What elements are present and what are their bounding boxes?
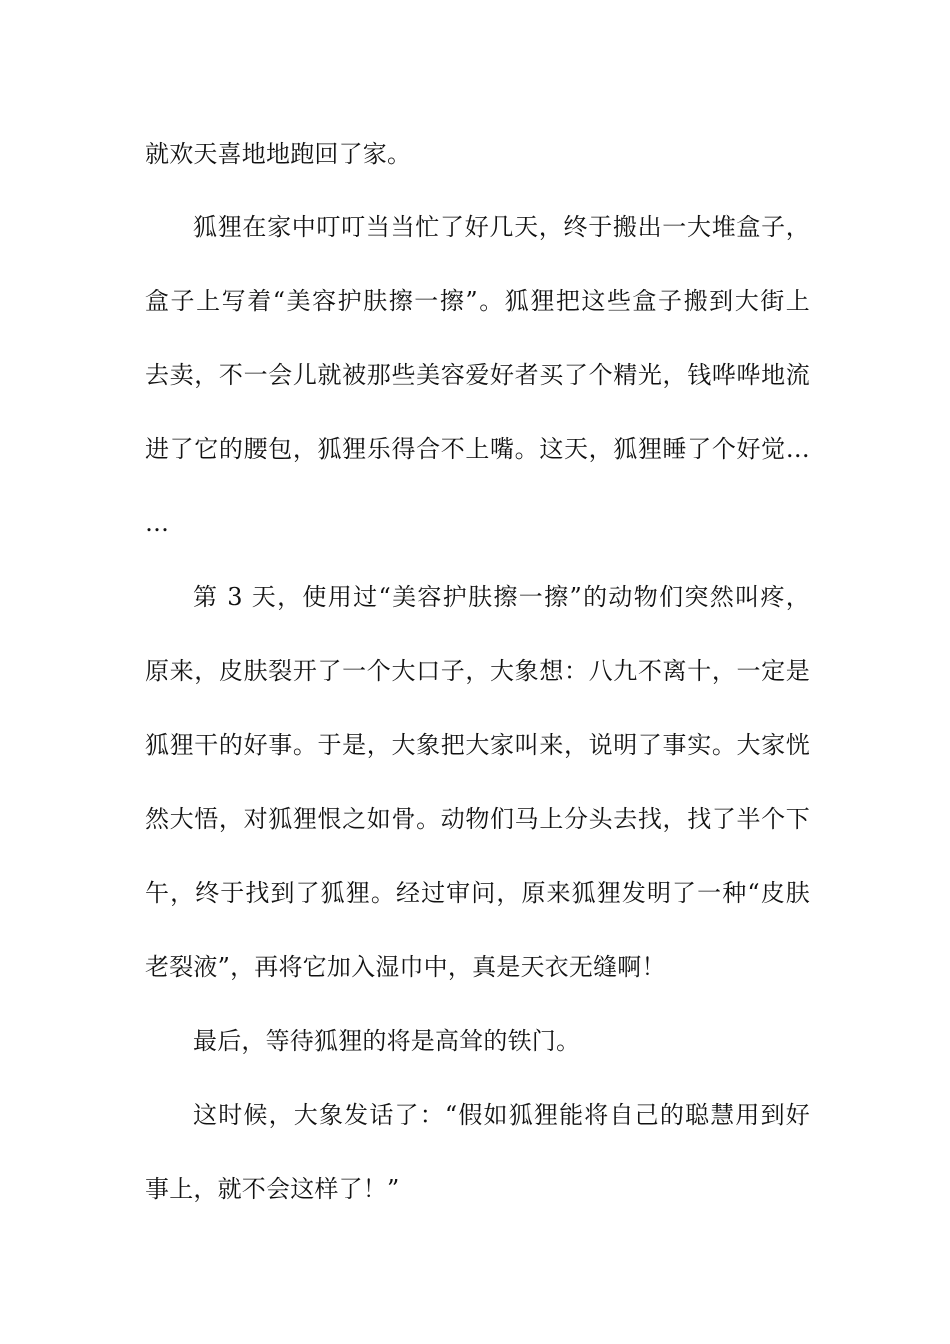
text-line: …: [145, 509, 170, 537]
text-line: 盒子上写着“美容护肤擦一擦”。狐狸把这些盒子搬到大街上: [145, 287, 810, 315]
text-line: 就欢天喜地地跑回了家。: [145, 140, 412, 168]
text-line: 原来，皮肤裂开了一个大口子，大象想：八九不离十，一定是: [145, 657, 810, 685]
text-line: 狐狸在家中叮叮当当忙了好几天，终于搬出一大堆盒子，: [193, 213, 810, 241]
text-line: 然大悟，对狐狸恨之如骨。动物们马上分头去找，找了半个下: [145, 805, 810, 833]
text-line: 事上，就不会这样了！”: [145, 1175, 400, 1203]
text-line: 进了它的腰包，狐狸乐得合不上嘴。这天，狐狸睡了个好觉…: [145, 435, 810, 463]
text-line: 午，终于找到了狐狸。经过审问，原来狐狸发明了一种“皮肤: [145, 879, 810, 907]
text-line: 最后，等待狐狸的将是高耸的铁门。: [193, 1027, 581, 1055]
text-line: 狐狸干的好事。于是，大象把大家叫来，说明了事实。大家恍: [145, 731, 810, 759]
text-line: 去卖，不一会儿就被那些美容爱好者买了个精光，钱哗哗地流: [145, 361, 810, 389]
text-line: 老裂液”，再将它加入湿巾中，真是天衣无缝啊！: [145, 953, 666, 981]
text-line: 这时候，大象发话了：“假如狐狸能将自己的聪慧用到好: [193, 1101, 810, 1129]
text-line: 第 3 天，使用过“美容护肤擦一擦”的动物们突然叫疼，: [193, 583, 810, 611]
